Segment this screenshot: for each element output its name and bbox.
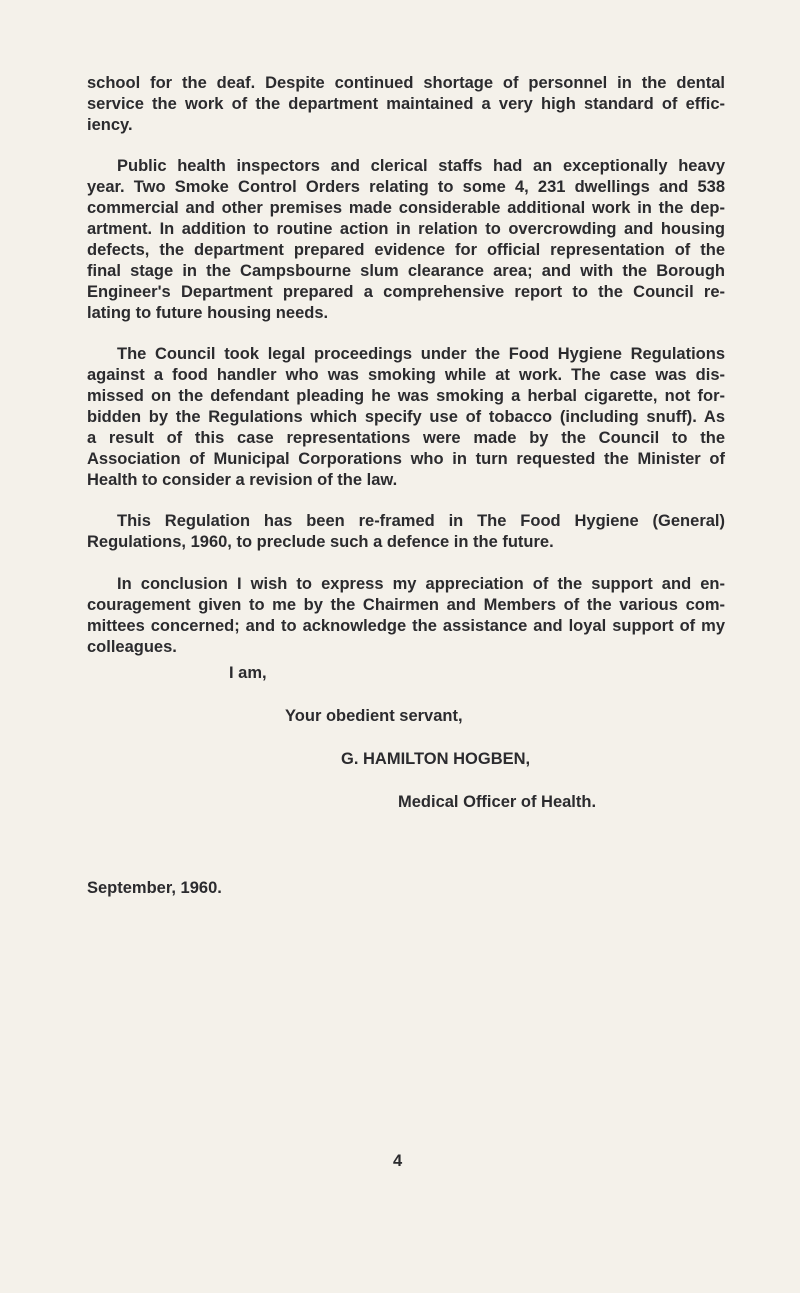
text-line: This Regulation has been re-framed in The Food Hygiene (General) — [117, 512, 725, 530]
text-line: Public health inspectors and clerical staffs had an exceptionally heavy — [117, 157, 725, 175]
text-line: a result of this case representations were made by the Council to the — [87, 429, 725, 447]
closing: Your obedient servant, — [285, 707, 463, 725]
paragraph-dental-service — [87, 73, 725, 136]
text-line: Association of Municipal Corporations who in turn requested the Minister of — [87, 450, 725, 468]
text-line: lating to future housing needs. — [87, 304, 329, 322]
paragraph-regulation-reframed — [87, 511, 725, 553]
text-line: Regulations, 1960, to preclude such a defence in the future. — [87, 533, 554, 551]
text-line: final stage in the Campsbourne slum clearance area; and with the Borough — [87, 262, 725, 280]
text-line: couragement given to me by the Chairmen and Members of the various com- — [87, 596, 725, 614]
text-line: iency. — [87, 116, 133, 134]
text-line: The Council took legal proceedings under the Food Hygiene Regulations — [117, 345, 725, 363]
text-line: artment. In addition to routine action in relation to overcrowding and housing — [87, 220, 725, 238]
text-line: defects, the department prepared evidence for official representation of the — [87, 241, 725, 259]
text-line: missed on the defendant pleading he was smoking a herbal cigarette, not for- — [87, 387, 725, 405]
signatory-name: G. HAMILTON HOGBEN, — [341, 750, 531, 768]
text-line: year. Two Smoke Control Orders relating to some 4, 231 dwellings and 538 — [87, 178, 725, 196]
paragraph-conclusion — [87, 574, 725, 658]
text-line: bidden by the Regulations which specify use of tobacco (including snuff). As — [87, 408, 725, 426]
text-line: In conclusion I wish to express my appreciation of the support and en- — [117, 575, 725, 593]
text-line: commercial and other premises made considerable additional work in the dep- — [87, 199, 725, 217]
text-line: against a food handler who was smoking while at work. The case was dis- — [87, 366, 725, 384]
text-line: school for the deaf. Despite continued shortage of personnel in the dental — [87, 74, 725, 92]
paragraph-public-health-inspectors — [87, 156, 725, 324]
page-number: 4 — [393, 1152, 403, 1170]
text-line: Health to consider a revision of the law. — [87, 471, 398, 489]
text-line: colleagues. — [87, 638, 177, 656]
paragraph-legal-proceedings — [87, 344, 725, 491]
text-line: mittees concerned; and to acknowledge the assistance and loyal support of my — [87, 617, 725, 635]
text-line: service the work of the department maintained a very high standard of effic- — [87, 95, 725, 113]
signatory-title: Medical Officer of Health. — [398, 793, 597, 811]
letter-date: September, 1960. — [87, 879, 222, 897]
text-line: Engineer's Department prepared a comprehensive report to the Council re- — [87, 283, 725, 301]
salutation: I am, — [229, 664, 267, 682]
